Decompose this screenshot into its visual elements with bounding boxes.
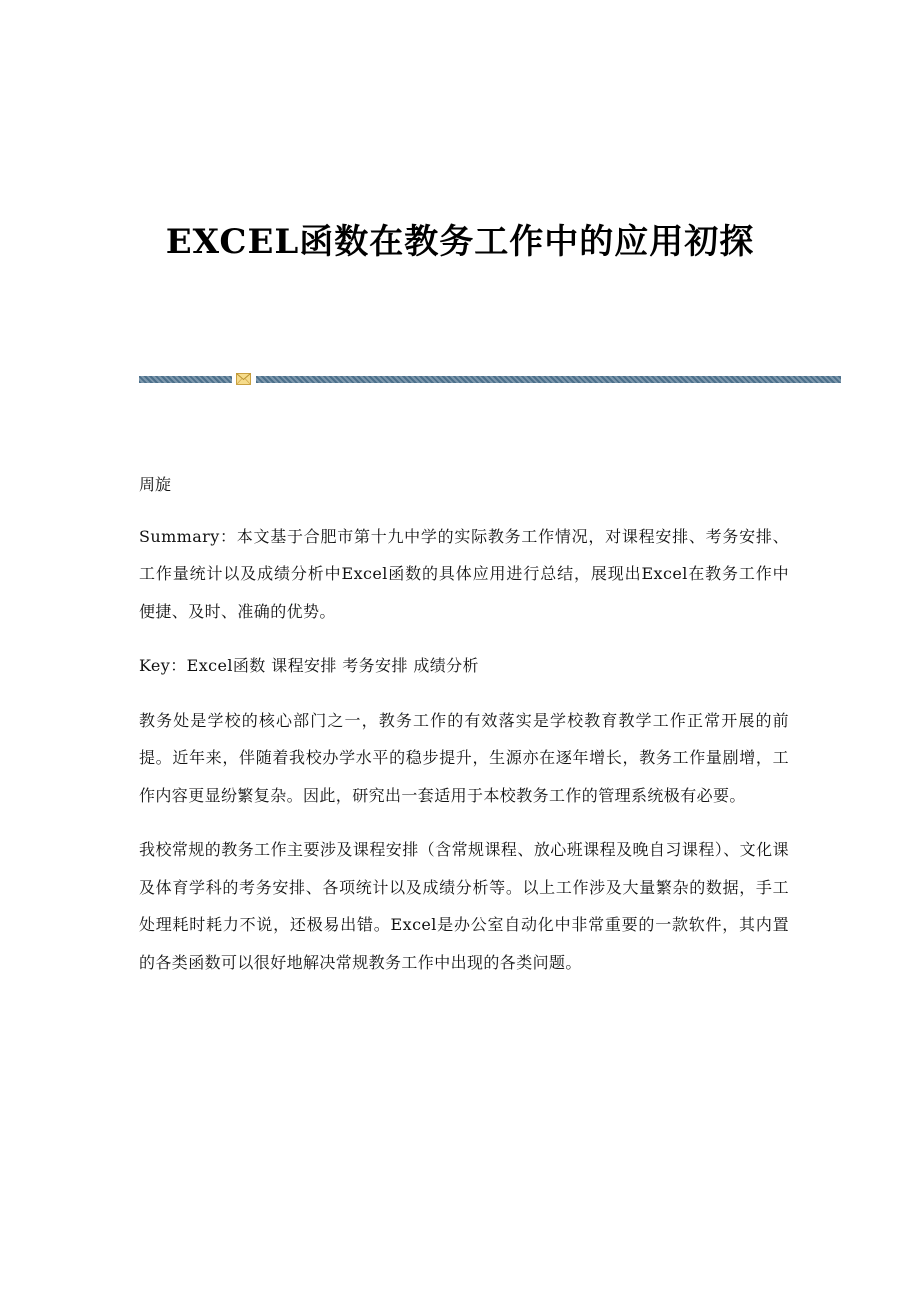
summary-paragraph: Summary：本文基于合肥市第十九中学的实际教务工作情况，对课程安排、考务安排、工作量统计以及成绩分析中Excel函数的具体应用进行总结，展现出Excel在教务工作中便捷、及时、准确的优势。 [139, 526, 789, 621]
keywords-paragraph: Key：Excel函数 课程安排 考务安排 成绩分析 [139, 656, 479, 675]
divider-bar-left [139, 376, 232, 383]
envelope-ornament-icon [236, 373, 251, 385]
document-body [139, 466, 789, 998]
title-divider [139, 372, 841, 386]
author-name: 周旋 [139, 475, 172, 494]
divider-bar-right [256, 376, 841, 383]
body-paragraph-1: 教务处是学校的核心部门之一，教务工作的有效落实是学校教育教学工作正常开展的前提。近年来，伴随着我校办学水平的稳步提升，生源亦在逐年增长，教务工作量剧增，工作内容更显纷繁复杂。因此，研究出一套适用于本校教务工作的管理系统极有必要。 [139, 710, 789, 805]
document-title: EXCEL函数在教务工作中的应用初探 [165, 222, 755, 262]
body-paragraph-2: 我校常规的教务工作主要涉及课程安排（含常规课程、放心班课程及晚自习课程）、文化课及体育学科的考务安排、各项统计以及成绩分析等。以上工作涉及大量繁杂的数据，手工处理耗时耗力不说，还极易出错。Excel是办公室自动化中非常重要的一款软件，其内置的各类函数可以很好地解决常规教务工作中出现的各类问题。 [139, 840, 789, 972]
